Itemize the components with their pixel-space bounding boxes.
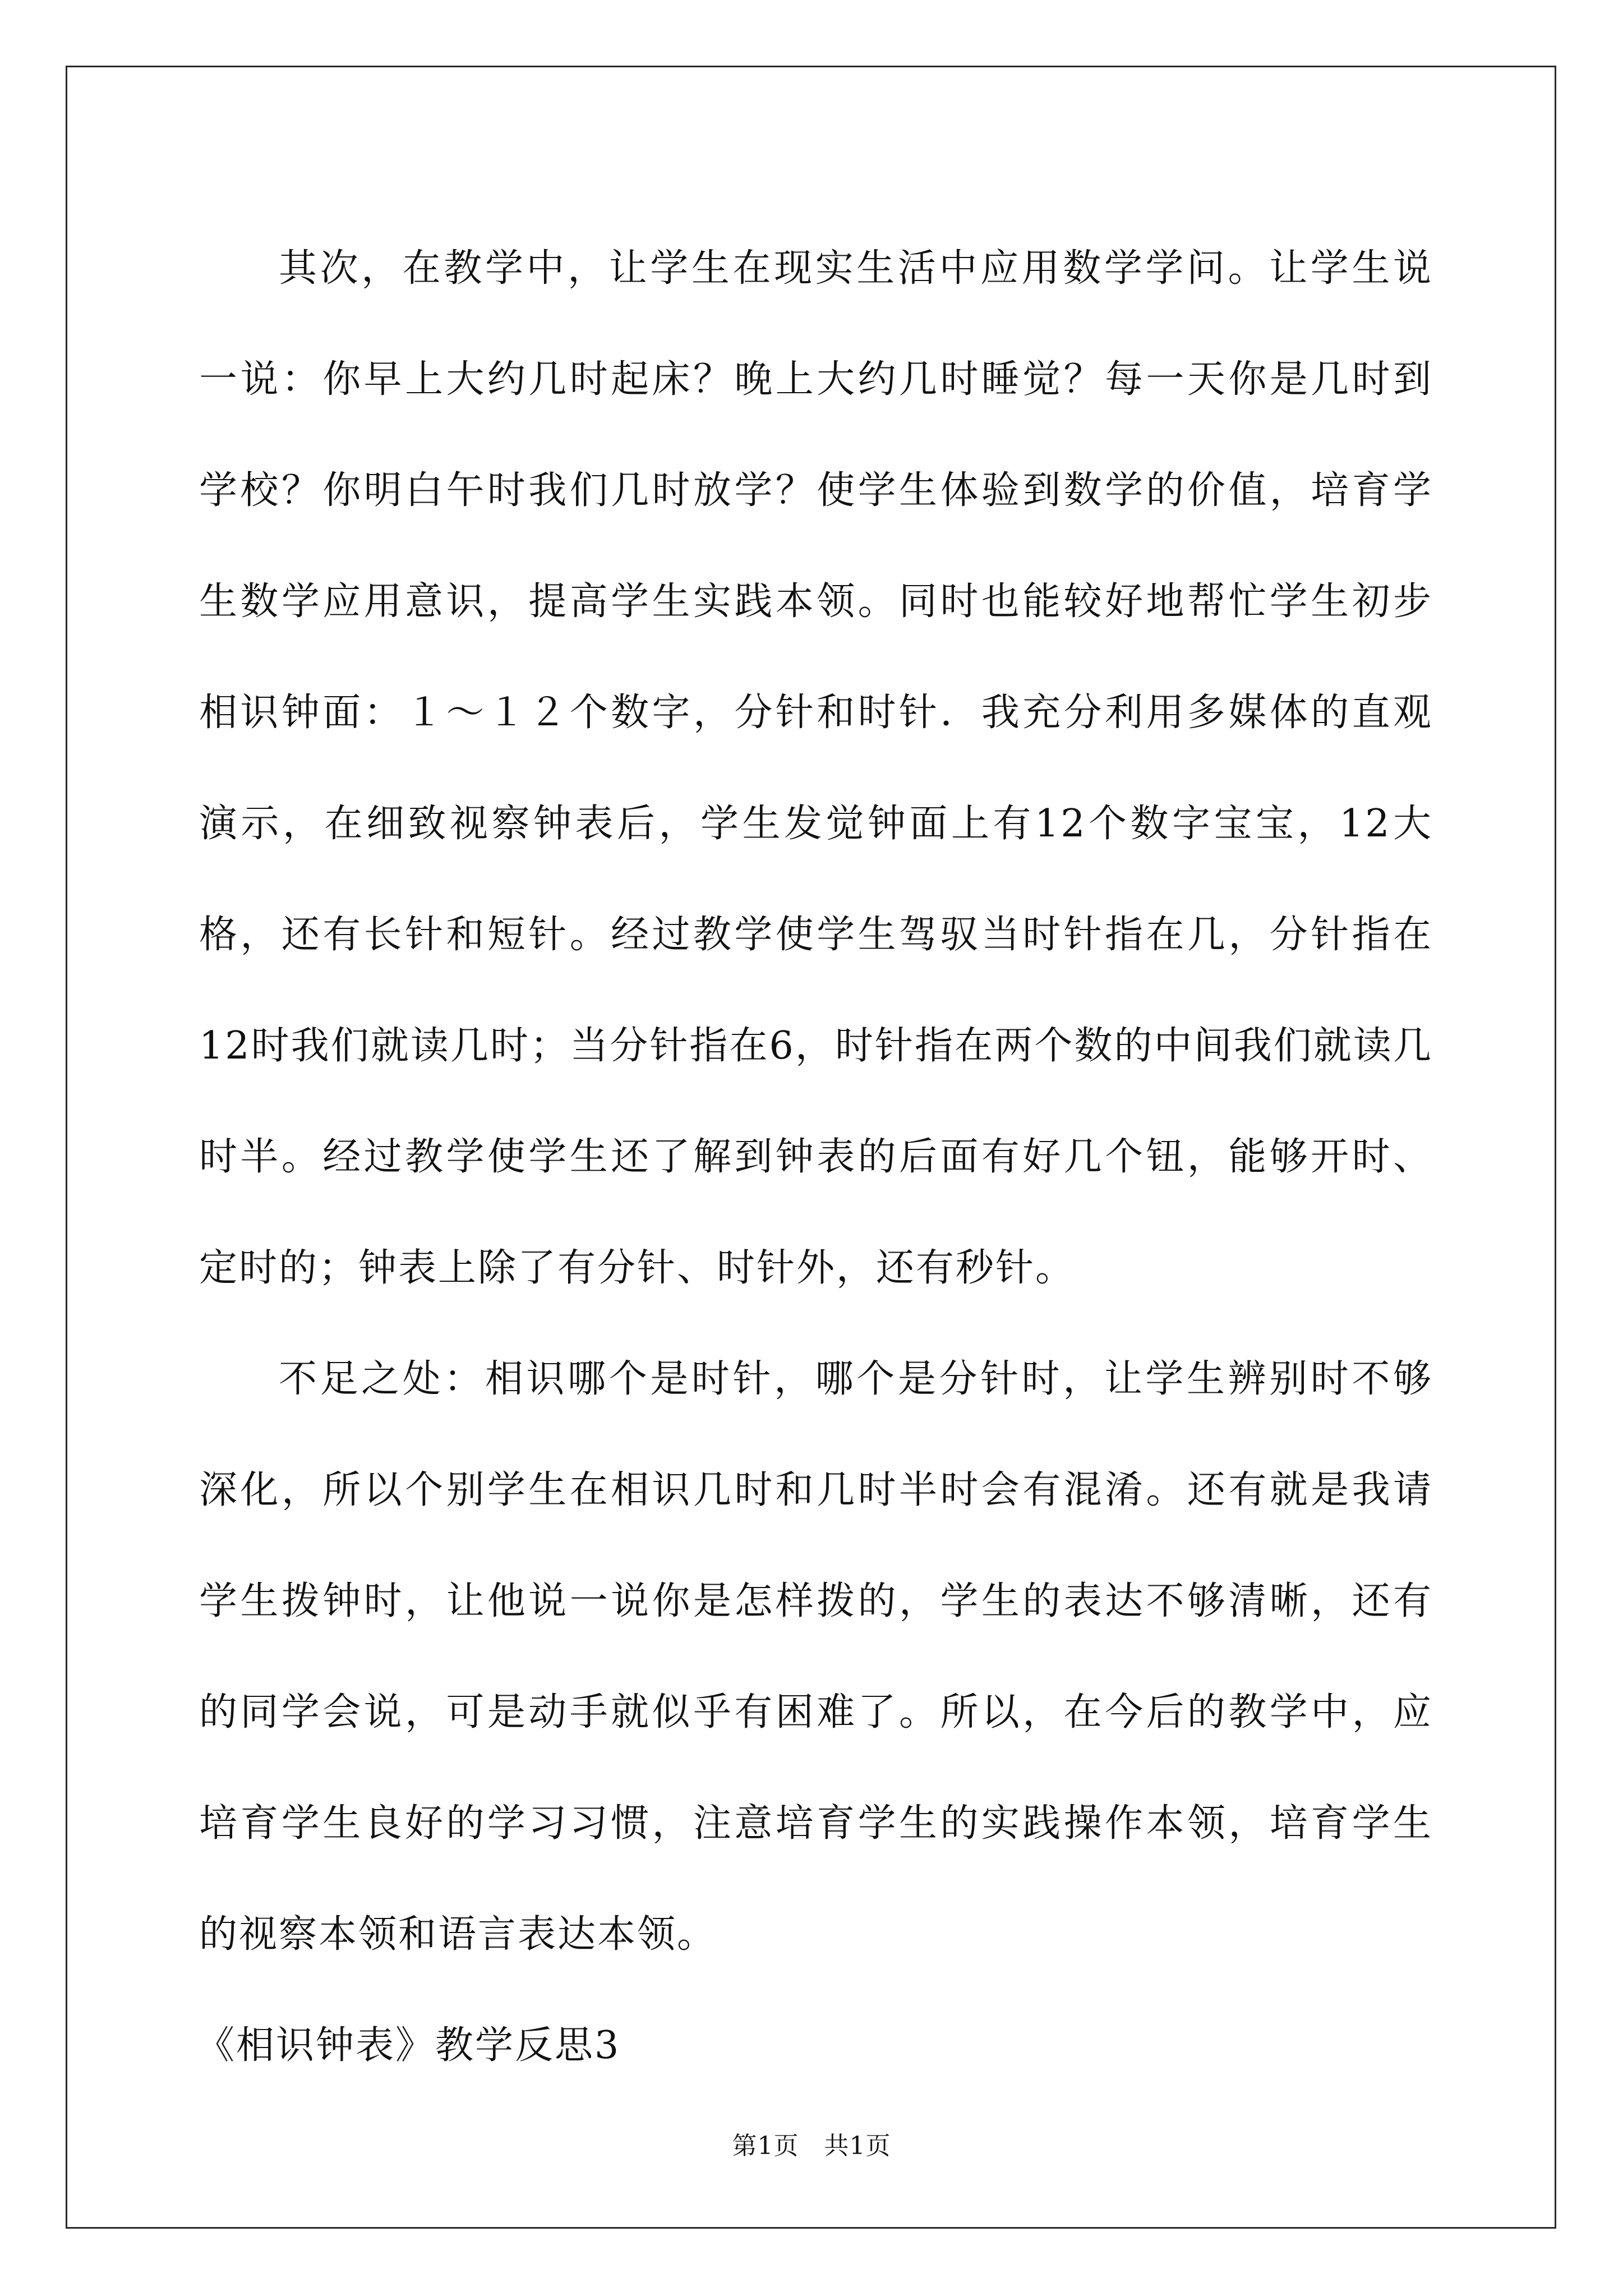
section-heading: 《相识钟表》教学反思3 [196,2023,621,2068]
page-footer [0,2129,1623,2163]
document-body [196,213,1433,2101]
page-total: 共1页 [824,2132,891,2160]
paragraph-2: 不足之处：相识哪个是时针，哪个是分针时，让学生辨别时不够深化，所以个别学生在相识几时和几时半时会有混淆。还有就是我请学生拨钟时，让他说一说你是怎样拨的，学生的表达不够清晰，还有的同学会说，可是动手就似乎有困难了。所以，在今后的教学中，应培育学生良好的学习习惯，注意培育学生的实践操作本领，培育学生的视察本领和语言表达本领。 [199,1357,1433,1957]
page-number: 第1页 [732,2132,799,2160]
paragraph-1: 其次，在教学中，让学生在现实生活中应用数学学问。让学生说一说：你早上大约几时起床？晚上大约几时睡觉？每一天你是几时到学校？你明白午时我们几时放学？使学生体验到数学的价值，培育学生数学应用意识，提高学生实践本领。同时也能较好地帮忙学生初步相识钟面：１～１２个数字，分针和时针．我充分利用多媒体的直观演示，在细致视察钟表后，学生发觉钟面上有12个数字宝宝，12大格，还有长针和短针。经过教学使学生驾驭当时针指在几，分针指在12时我们就读几时；当分针指在6，时针指在两个数的中间我们就读几时半。经过教学使学生还了解到钟表的后面有好几个钮，能够开时、定时的；钟表上除了有分针、时针外，还有秒针。 [199,246,1433,1290]
